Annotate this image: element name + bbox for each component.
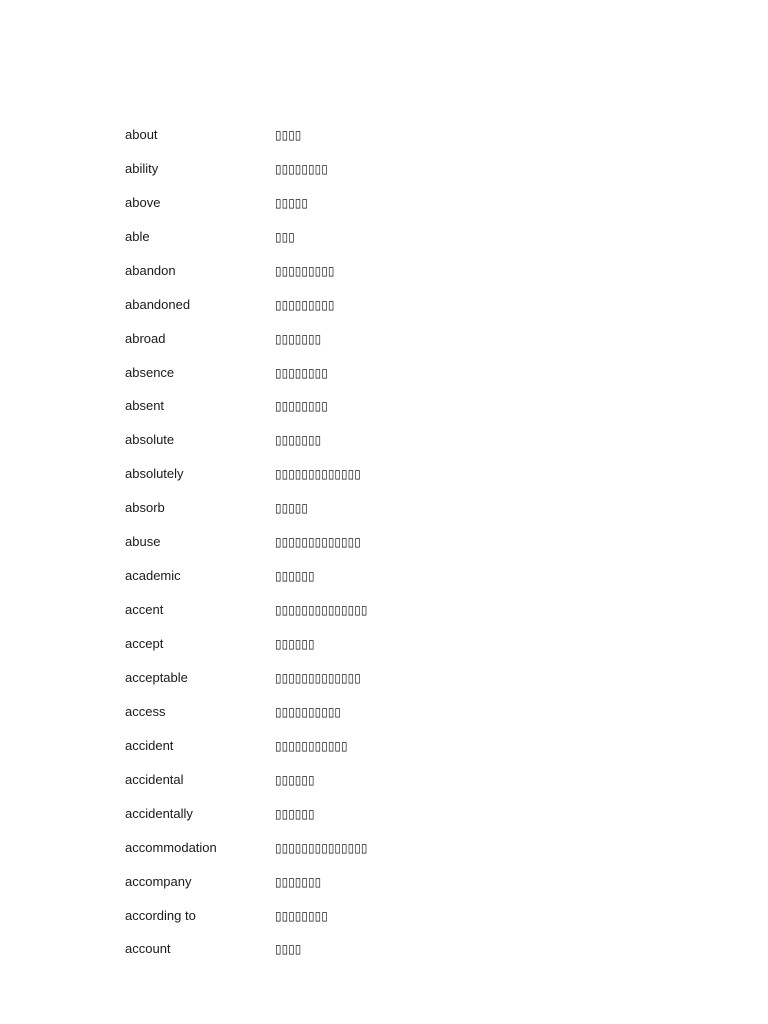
entry-word: accident [125,737,174,753]
entry-translation: ▯▯▯▯▯▯▯▯ [275,365,328,380]
list-item [125,491,645,525]
list-item [125,661,645,695]
list-item [125,627,645,661]
entry-translation: ▯▯▯▯▯▯▯▯ [275,161,328,176]
list-item [125,220,645,254]
entry-word: about [125,126,158,142]
list-item [125,288,645,322]
entry-word: abandon [125,262,176,278]
entry-word: above [125,194,161,210]
list-item [125,899,645,933]
entry-word: academic [125,568,181,584]
entry-word: accidentally [125,805,193,821]
entry-word: absent [125,398,165,414]
entry-translation: ▯▯▯▯ [275,127,302,142]
entry-word: accidental [125,771,184,787]
entry-word: accent [125,602,164,618]
entry-word: according to [125,907,196,923]
list-item [125,457,645,491]
entry-translation: ▯▯▯▯▯▯▯ [275,433,322,448]
entry-word: accept [125,636,164,652]
entry-translation: ▯▯▯▯▯▯▯▯▯ [275,263,335,278]
entry-word: account [125,941,171,957]
entry-word: accommodation [125,839,217,855]
entry-translation: ▯▯▯▯▯▯▯▯▯▯▯▯▯▯ [275,840,368,855]
list-item [125,186,645,220]
entry-word: absolutely [125,466,184,482]
entry-word: able [125,228,150,244]
list-item [125,356,645,390]
entry-translation: ▯▯▯▯▯▯▯▯▯▯ [275,704,342,719]
entry-translation: ▯▯▯▯▯▯▯▯▯▯▯▯▯ [275,670,361,685]
list-item [125,831,645,865]
entry-translation: ▯▯▯▯ [275,942,302,957]
entry-word: access [125,703,166,719]
list-item [125,763,645,797]
entry-translation: ▯▯▯▯▯▯ [275,772,315,787]
list-item [125,729,645,763]
entry-translation: ▯▯▯▯▯ [275,501,309,516]
entry-word: absorb [125,500,165,516]
list-item [125,390,645,424]
list-item [125,423,645,457]
entry-translation: ▯▯▯▯▯▯▯ [275,331,322,346]
list-item [125,797,645,831]
list-item [125,593,645,627]
entry-translation: ▯▯▯▯▯▯▯▯▯▯▯▯▯▯ [275,603,368,618]
vocabulary-list [125,118,645,966]
list-item [125,933,645,967]
entry-word: abroad [125,330,166,346]
entry-word: ability [125,160,159,176]
entry-translation: ▯▯▯▯▯▯▯▯▯▯▯▯▯ [275,467,361,482]
entry-translation: ▯▯▯ [275,229,295,244]
entry-word: absence [125,364,175,380]
entry-word: acceptable [125,669,188,685]
list-item [125,559,645,593]
entry-translation: ▯▯▯▯▯▯▯▯▯▯▯ [275,738,348,753]
list-item [125,118,645,152]
entry-translation: ▯▯▯▯▯▯▯▯▯ [275,297,335,312]
entry-translation: ▯▯▯▯▯▯▯▯ [275,908,328,923]
entry-translation: ▯▯▯▯▯▯ [275,569,315,584]
entry-translation: ▯▯▯▯▯▯ [275,637,315,652]
entry-translation: ▯▯▯▯▯▯▯▯▯▯▯▯▯ [275,535,361,550]
entry-word: absolute [125,432,175,448]
list-item [125,152,645,186]
entry-translation: ▯▯▯▯▯▯▯ [275,874,322,889]
entry-word: abuse [125,534,161,550]
list-item [125,254,645,288]
list-item [125,322,645,356]
list-item [125,695,645,729]
entry-word: accompany [125,873,192,889]
list-item [125,525,645,559]
entry-word: abandoned [125,296,191,312]
entry-translation: ▯▯▯▯▯▯▯▯ [275,399,328,414]
list-item [125,865,645,899]
entry-translation: ▯▯▯▯▯ [275,195,309,210]
entry-translation: ▯▯▯▯▯▯ [275,806,315,821]
